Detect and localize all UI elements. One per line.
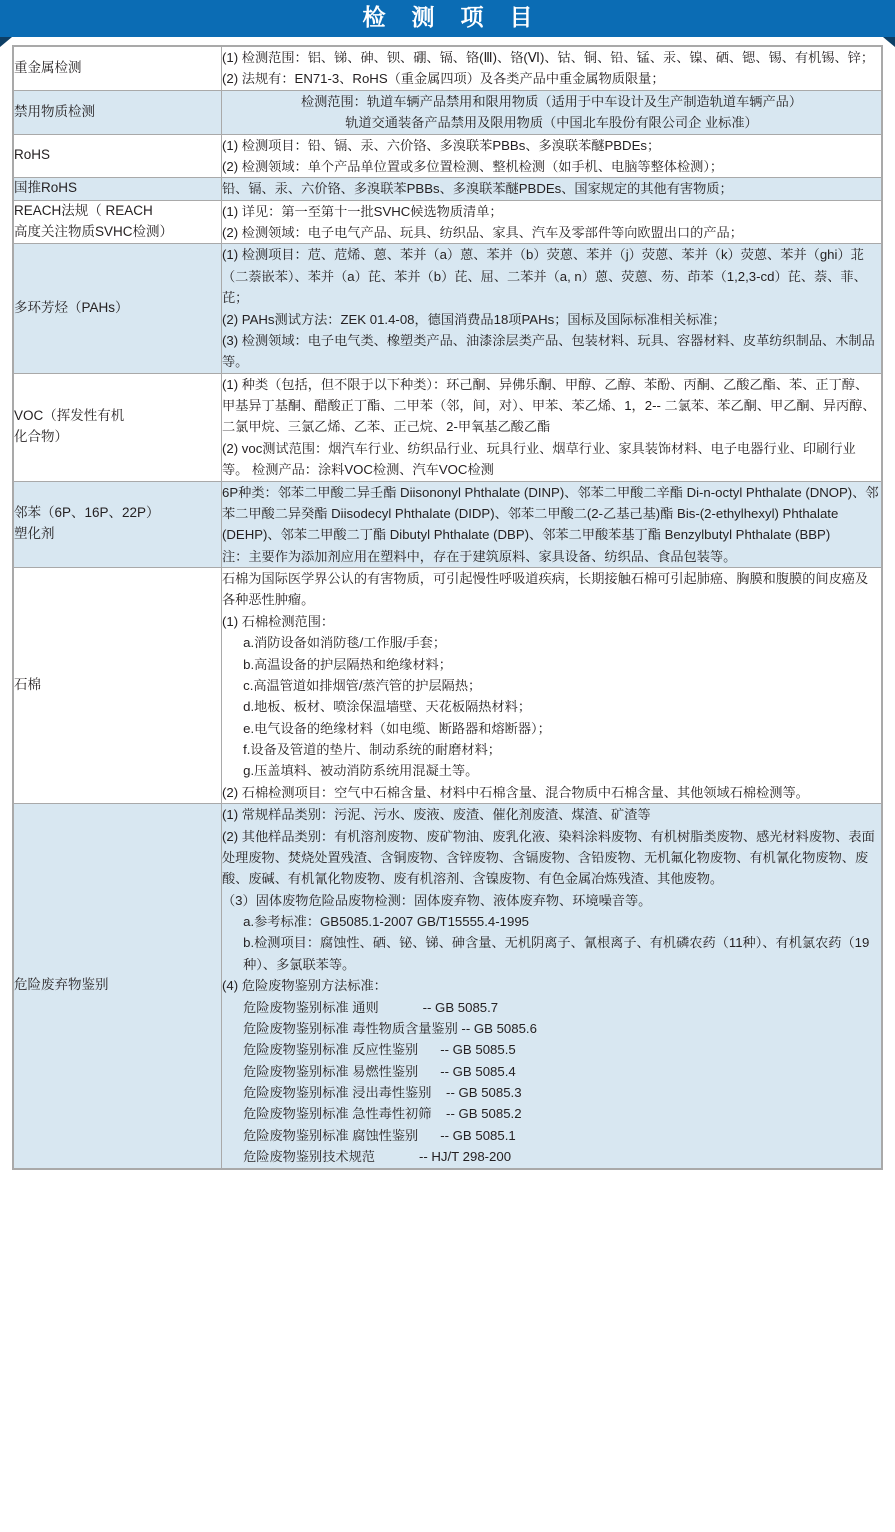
row-detail-line: 6P种类：邻苯二甲酸二异壬酯 Diisononyl Phthalate (DINP)、邻苯二甲酸二辛酯 Di-n-octyl Phthalate (DNOP)、邻苯二甲酸二异癸酯 Diisodecyl Phthalate (DIDP)、邻苯二甲酸二(2-乙基己基)酯 Bis-(2-ethylhexyl) Phthalate (DEHP)、邻苯二甲酸二丁酯 Dibutyl Phthalate (DBP)、邻苯二甲酸苯基丁酯 Benzylbutyl Phthalate (BBP)	[222, 484, 879, 543]
row-label-cell	[14, 244, 222, 373]
row-detail-line: (2) 检测领域：单个产品单位置或多位置检测、整机检测（如手机、电脑等整体检测）；	[222, 158, 724, 174]
row-label-cell	[14, 481, 222, 568]
page-title: 检 测 项 目	[362, 5, 542, 31]
row-detail-line: (1) 检测项目：铅、镉、汞、六价铬、多溴联苯PBBs、多溴联苯醚PBDEs；	[222, 137, 661, 153]
row-label-text: 塑化剂	[14, 526, 55, 542]
row-detail-line: e.电气设备的绝缘材料（如电缆、断路器和熔断器）；	[243, 720, 551, 736]
row-label-text: 禁用物质检测	[14, 103, 95, 119]
row-detail-line: (2) voc测试范围：烟汽车行业、纺织品行业、玩具行业、烟草行业、家具装饰材料、电子电器行业、印刷行业等。 检测产品：涂料VOC检测、汽车VOC检测	[222, 440, 856, 478]
banner-fold-left-icon	[0, 37, 12, 47]
row-label-text: VOC（挥发性有机	[14, 408, 125, 424]
row-detail-line: a.消防设备如消防毯/工作服/手套；	[243, 635, 447, 651]
row-detail-cell	[222, 178, 882, 200]
row-detail-line: 危险废物鉴别标准 易燃性鉴别 -- GB 5085.4	[243, 1063, 516, 1079]
row-label-text: 危险废弃物鉴别	[14, 977, 109, 993]
row-label-cell	[14, 134, 222, 178]
row-label-cell	[14, 178, 222, 200]
table-row	[14, 90, 882, 134]
row-detail-line: f.设备及管道的垫片、制动系统的耐磨材料；	[243, 742, 501, 757]
row-detail-cell	[222, 90, 882, 134]
row-detail-line: 危险废物鉴别标准 腐蚀性鉴别 -- GB 5085.1	[243, 1127, 516, 1143]
row-label-text: 重金属检测	[14, 59, 82, 75]
row-label-text: REACH法规（ REACH	[14, 203, 153, 219]
detection-items-table	[13, 46, 882, 1169]
row-label-text: 多环芳烃（PAHs）	[14, 300, 129, 316]
row-detail-line: 铅、镉、汞、六价铬、多溴联苯PBBs、多溴联苯醚PBDEs、国家规定的其他有害物质；	[222, 181, 733, 197]
row-detail-line: 危险废物鉴别技术规范 -- HJ/T 298-200	[243, 1149, 512, 1165]
row-detail-line: 轨道交通装备产品禁用及限用物质（中国北车股份有限公司企 业标准）	[345, 115, 758, 131]
row-detail-line: (1) 检测项目：苊、苊烯、蒽、苯并（a）蒽、苯并（b）荧蒽、苯并（j）荧蒽、苯并（k）荧蒽、苯并（ghi）苝（二萘嵌苯）、苯并（a）芘、苯并（b）芘、屈、二苯并（a, n）蒽、荧蒽、芴、茚苯（1,2,3-cd）芘、萘、菲、芘；	[222, 247, 867, 306]
row-detail-cell	[222, 134, 882, 178]
table-row	[14, 804, 882, 1168]
row-detail-line: d.地板、板材、喷涂保温墙壁、天花板隔热材料；	[243, 699, 532, 715]
row-detail-cell	[222, 481, 882, 568]
row-detail-line: （3）固体废物危险品废物检测：固体废弃物、液体废弃物、环境噪音等。	[222, 892, 652, 908]
row-detail-cell	[222, 373, 882, 481]
row-label-text: 国推RoHS	[14, 180, 78, 196]
row-detail-line: (2) 石棉检测项目：空气中石棉含量、材料中石棉含量、混合物质中石棉含量、其他领域石棉检测等。	[222, 784, 809, 800]
row-label-text: RoHS	[14, 147, 51, 163]
table-row	[14, 568, 882, 804]
row-detail-line: 危险废物鉴别标准 通则 -- GB 5085.7	[243, 999, 499, 1015]
row-detail-line: 检测范围：轨道车辆产品禁用和限用物质（适用于中车设计及生产制造轨道车辆产品）	[300, 93, 803, 109]
detection-items-table-container	[12, 45, 883, 1170]
row-detail-line: (1) 常规样品类别：污泥、污水、废液、废渣、催化剂废渣、煤渣、矿渣等	[222, 807, 651, 823]
row-label-text: 邻苯（6P、16P、22P）	[14, 505, 160, 521]
row-detail-line: (3) 检测领域：电子电气类、橡塑类产品、油漆涂层类产品、包装材料、玩具、容器材料、皮革纺织制品、木制品等。	[222, 332, 875, 370]
row-label-text: 高度关注物质SVHC检测）	[14, 224, 174, 239]
row-detail-cell	[222, 804, 882, 1168]
table-row	[14, 373, 882, 481]
row-detail-line: (1) 石棉检测范围：	[222, 613, 335, 629]
row-detail-cell	[222, 568, 882, 804]
row-detail-line: (4) 危险废物鉴别方法标准：	[222, 978, 387, 994]
row-detail-line: a.参考标准：GB5085.1-2007 GB/T15555.4-1995	[243, 914, 529, 929]
table-row	[14, 47, 882, 91]
row-detail-line: 石棉为国际医学界公认的有害物质，可引起慢性呼吸道疾病，长期接触石棉可引起肺癌、胸膜和腹膜的间皮癌及各种恶性肿瘤。	[222, 571, 869, 608]
row-label-text: 化合物）	[14, 429, 68, 445]
table-row	[14, 178, 882, 200]
row-label-cell	[14, 804, 222, 1168]
row-detail-cell	[222, 244, 882, 373]
row-detail-line: g.压盖填料、被动消防系统用混凝土等。	[243, 763, 479, 779]
row-detail-cell	[222, 200, 882, 244]
row-detail-line: (2) 检测领域：电子电气产品、玩具、纺织品、家具、汽车及零部件等向欧盟出口的产品；	[222, 225, 743, 240]
row-detail-line: (1) 检测范围：铝、锑、砷、钡、硼、镉、铬(Ⅲ)、铬(Ⅵ)、钴、铜、铅、锰、汞、镍、硒、锶、锡、有机锡、锌；	[222, 50, 875, 65]
row-detail-line: 危险废物鉴别标准 浸出毒性鉴别 -- GB 5085.3	[243, 1085, 522, 1100]
row-label-cell	[14, 373, 222, 481]
row-label-cell	[14, 568, 222, 804]
row-detail-cell	[222, 47, 882, 91]
row-label-cell	[14, 200, 222, 244]
table-row	[14, 134, 882, 178]
row-detail-line: (2) PAHs测试方法：ZEK 01.4-08，德国消费品18项PAHs；国标及国际标准相关标准；	[222, 311, 726, 327]
row-detail-line: 危险废物鉴别标准 急性毒性初筛 -- GB 5085.2	[243, 1106, 522, 1122]
page-banner	[0, 0, 895, 45]
table-row	[14, 481, 882, 568]
row-detail-line: 危险废物鉴别标准 反应性鉴别 -- GB 5085.5	[243, 1042, 516, 1058]
banner-fold-right-icon	[883, 37, 895, 47]
row-detail-line: c.高温管道如排烟管/蒸汽管的护层隔热；	[243, 677, 482, 693]
row-detail-line: (2) 法规有：EN71-3、RoHS（重金属四项）及各类产品中重金属物质限量；	[222, 71, 665, 87]
row-label-text: 石棉	[14, 677, 41, 693]
row-detail-line: (1) 种类（包括，但不限于以下种类）：环己酮、异佛乐酮、甲醇、乙醇、苯酚、丙酮、乙酸乙酯、苯、正丁醇、甲基异丁基酮、醋酸正丁酯、二甲苯（邻，间，对）、甲苯、苯乙烯、1，2-- 二氯苯、苯乙酮、甲乙酮、异丙醇、 二氯甲烷、三氯乙烯、乙苯、正己烷、2-甲氧基乙酸乙酯	[222, 376, 876, 435]
row-detail-line: 注：主要作为添加剂应用在塑料中，存在于建筑原料、家具设备、纺织品、食品包装等。	[222, 548, 737, 564]
row-label-cell	[14, 47, 222, 91]
row-detail-line: 危险废物鉴别标准 毒性物质含量鉴别 -- GB 5085.6	[243, 1020, 537, 1036]
table-row	[14, 244, 882, 373]
table-row	[14, 200, 882, 244]
row-label-cell	[14, 90, 222, 134]
row-detail-line: (2) 其他样品类别：有机溶剂废物、废矿物油、废乳化液、染料涂料废物、有机树脂类废物、感光材料废物、表面处理废物、焚烧处置残渣、含铜废物、含锌废物、含镉废物、含铅废物、无机氟化物废物、有机氰化物废物、废酸、废碱、有机氰化物废物、废有机溶剂、含镍废物、有色金属冶炼残渣、其他废物。	[222, 828, 875, 887]
row-detail-line: b.检测项目：腐蚀性、硒、铋、锑、砷含量、无机阴离子、氰根离子、有机磷农药（11种）、有机氯农药（19种）、多氯联苯等。	[243, 935, 870, 972]
row-detail-line: (1) 详见：第一至第十一批SVHC候选物质清单；	[222, 203, 503, 219]
row-detail-line: b.高温设备的护层隔热和绝缘材料；	[243, 656, 452, 672]
